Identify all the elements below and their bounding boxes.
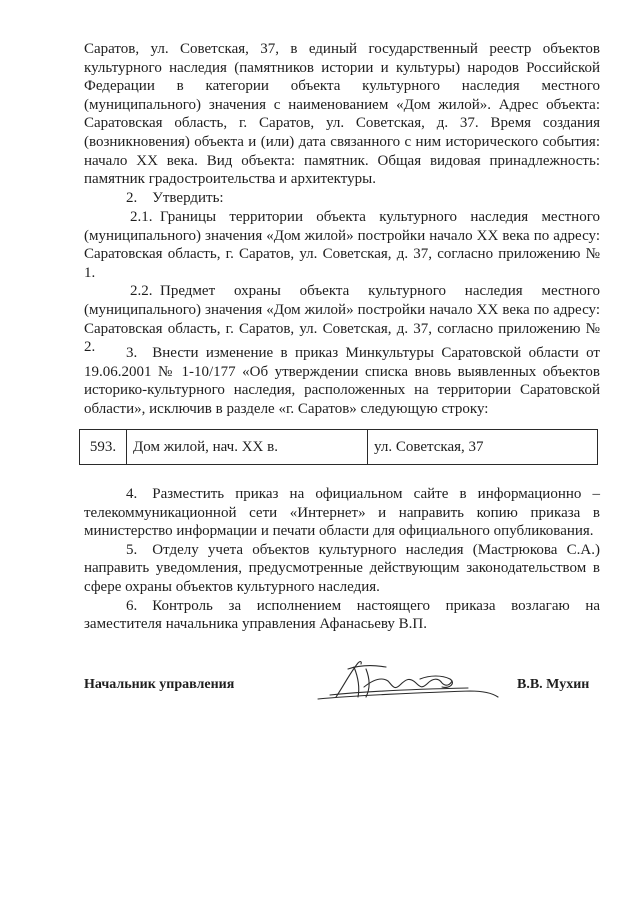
item-6-paragraph: 6. Контроль за исполнением настоящего приказа возлагаю на заместителя начальника управления Афанасьеву В.П. bbox=[84, 597, 600, 633]
signatory-name: В.В. Мухин bbox=[517, 677, 590, 692]
item-2-paragraph: 2. Утвердить: bbox=[126, 189, 224, 206]
handwritten-signature bbox=[300, 655, 505, 705]
table-cell-name: Дом жилой, нач. XX в. bbox=[127, 430, 368, 465]
excluded-row-table bbox=[79, 429, 598, 465]
intro-section bbox=[84, 40, 600, 207]
table-row bbox=[80, 430, 598, 465]
item-2-2-paragraph: 2.2. Предмет охраны объекта культурного наследия местного (муниципального) значения «Дом жилой» постройки начало XX века по адресу: Саратовская область, г. Саратов, ул. Советская, д. 37, согласно приложению № 2. bbox=[84, 283, 600, 356]
signatory-title: Начальник управления bbox=[84, 677, 235, 692]
item-5-paragraph: 5. Отделу учета объектов культурного наследия (Мастрюкова С.А.) направить уведомления, предусмотренные действующим законодательством в сфере охраны объектов культурного наследия. bbox=[84, 541, 600, 595]
register-table bbox=[79, 429, 598, 465]
item-3-paragraph: 3. Внести изменение в приказ Минкультуры Саратовской области от 19.06.2001 № 1-10/177 «Об утверждении списка вновь выявленных объектов историко-культурного наследия, расположенных на территории Саратовской области», исключив в разделе «г. Саратов» следующую строку: bbox=[84, 345, 600, 417]
intro-paragraph: Саратов, ул. Советская, 37, в единый государственный реестр объектов культурного наследия (памятников истории и культуры) народов Российской Федерации в категории объекта культурного наследия местного (муниципального) значения с наименованием «Дом жилой». Адрес объекта: Саратовская область, г. Саратов, ул. Советская, д. 37. Время создания (возникновения) объекта и (или) дата связанного с ним исторического события: начало XX века. Вид объекта: памятник. Общая видовая принадлежность: памятник градостроительства и архитектуры. bbox=[84, 41, 600, 188]
item-4-paragraph: 4. Разместить приказ на официальном сайте в информационно – телекоммуникационной сети «Интернет» и направить копию приказа в министерство информации и печати области для официального опубликования. bbox=[84, 486, 600, 540]
approve-section bbox=[84, 208, 600, 357]
table-cell-number: 593. bbox=[80, 430, 127, 465]
closing-section bbox=[84, 485, 600, 634]
table-cell-address: ул. Советская, 37 bbox=[368, 430, 598, 465]
item-2-1-paragraph: 2.1. Границы территории объекта культурного наследия местного (муниципального) значения «Дом жилой» постройки начало XX века по адресу: Саратовская область, г. Саратов, ул. Советская, д. 37, согласно приложению № 1. bbox=[84, 209, 600, 281]
amend-section bbox=[84, 344, 600, 418]
